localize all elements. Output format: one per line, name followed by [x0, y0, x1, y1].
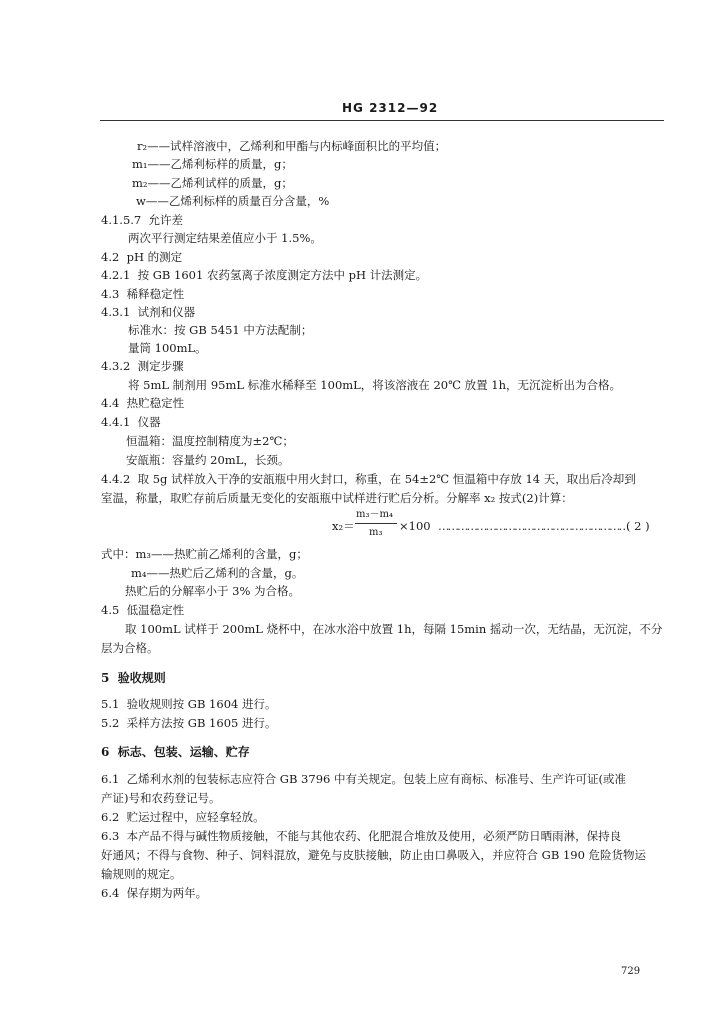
equation-number: ( 2 ): [626, 519, 650, 533]
section-44-heading: [101, 395, 184, 411]
section-45-line2: 层为合格。: [101, 641, 159, 655]
section-63-line1: [101, 828, 621, 844]
section-number: 4.2: [101, 250, 120, 264]
def-m3: m₃——热贮前乙烯利的含量，g；: [135, 547, 308, 561]
list-item: 量筒 100mL。: [128, 341, 207, 355]
section-title: 热贮稳定性: [126, 396, 185, 410]
section-number: 4.4.1: [101, 415, 131, 429]
section-body: 采样方法按 GB 1605 进行。: [126, 716, 277, 730]
section-number: 6.3: [101, 829, 120, 843]
decomposition-note: 热贮后的分解率小于 3% 为合格。: [125, 584, 301, 598]
chapter-title: 标志、包装、运输、贮存: [117, 745, 250, 759]
section-52: [101, 715, 276, 731]
formula-numerator: m₃－m₄: [356, 509, 393, 520]
def-m4: m₄——热贮后乙烯利的含量，g。: [131, 566, 304, 580]
section-title: 稀释稳定性: [126, 287, 185, 301]
chapter-number: 6: [101, 745, 110, 759]
where-intro: 式中：: [101, 547, 136, 561]
chapter-6-heading: [101, 744, 250, 760]
section-61-line2: 产证)号和农药登记号。: [101, 791, 221, 805]
formula-lhs: x₂＝: [332, 519, 355, 533]
where-definitions: [101, 546, 308, 562]
def-w: w——乙烯利标样的质量百分含量，%: [136, 194, 330, 208]
list-item: 安瓿瓶：容量约 20mL，长颈。: [126, 453, 290, 467]
page-number: 729: [621, 966, 641, 977]
section-number: 5.2: [101, 716, 120, 730]
section-45-heading: [101, 602, 184, 618]
section-43-heading: [101, 286, 184, 302]
section-442-line1: [101, 471, 636, 487]
section-432-heading: [101, 358, 184, 374]
section-body: 验收规则按 GB 1604 进行。: [126, 697, 277, 711]
section-63-line2: 好通风；不得与食物、种子、饲料混放，避免与皮肤接触，防止由口鼻吸入，并应符合 GB 190 危险货物运: [101, 848, 647, 862]
section-51: [101, 696, 276, 712]
section-number: 4.1.5.7: [101, 213, 142, 227]
header-rule: [100, 120, 664, 121]
formula-rhs: ×100: [399, 519, 431, 533]
section-title: pH 的测定: [126, 250, 183, 264]
section-431-heading: [101, 304, 195, 320]
chapter-title: 验收规则: [117, 671, 166, 685]
def-m1: m₁——乙烯利标样的质量，g；: [132, 157, 293, 171]
section-432-body: 将 5mL 制剂用 95mL 标准水稀释至 100mL，将该溶液在 20℃ 放置 1h，无沉淀析出为合格。: [128, 378, 621, 392]
section-number: 4.3.1: [101, 305, 131, 319]
section-body: 乙烯利水剂的包装标志应符合 GB 3796 中有关规定。包装上应有商标、标准号、生产许可证(或准: [126, 772, 626, 786]
section-441-heading: [101, 414, 161, 430]
section-number: 6.4: [101, 886, 120, 900]
section-number: 5.1: [101, 697, 120, 711]
chapter-number: 5: [101, 671, 110, 685]
formula-denominator: m₃: [369, 527, 383, 538]
chapter-5-heading: [101, 670, 166, 686]
section-61-line1: [101, 771, 626, 787]
section-number: 4.4.2: [101, 472, 131, 486]
def-r2: r₂——试样溶液中，乙烯利和甲酯与内标峰面积比的平均值；: [137, 139, 447, 153]
section-title: 低温稳定性: [126, 603, 185, 617]
list-item: 恒温箱：温度控制精度为±2℃；: [126, 434, 294, 448]
section-62: [101, 809, 265, 825]
section-number: 4.3.2: [101, 359, 131, 373]
section-number: 4.4: [101, 396, 120, 410]
formula-leader: ……………………………………………………: [438, 519, 628, 533]
list-item: 标准水：按 GB 5451 中方法配制；: [128, 323, 313, 337]
section-64: [101, 885, 207, 901]
section-442-line2: 室温，称量，取贮存前后质量无变化的安瓿瓶中试样进行贮后分析。分解率 x₂ 按式(2)计算：: [101, 491, 573, 505]
section-4157-body: 两次平行测定结果差值应小于 1.5%。: [128, 231, 322, 245]
section-45-line1: 取 100mL 试样于 200mL 烧杯中，在冰水浴中放置 1h，每隔 15min 摇动一次，无结晶，无沉淀，不分: [125, 622, 663, 636]
section-number: 4.3: [101, 287, 120, 301]
section-4157-heading: [101, 212, 183, 228]
section-body: 按 GB 1601 农药氢离子浓度测定方法中 pH 计法测定。: [137, 268, 428, 282]
section-number: 6.1: [101, 772, 120, 786]
section-421: [101, 267, 427, 283]
section-title: 仪器: [137, 415, 161, 429]
section-body: 取 5g 试样放入干净的安瓿瓶中用火封口，称重，在 54±2℃ 恒温箱中存放 14 天，取出后冷却到: [137, 472, 636, 486]
section-body: 本产品不得与碱性物质接触，不能与其他农药、化肥混合堆放及使用，必须严防日晒雨淋，保持良: [126, 829, 622, 843]
section-number: 4.2.1: [101, 268, 131, 282]
fraction-bar: [355, 523, 397, 524]
section-title: 试剂和仪器: [137, 305, 196, 319]
def-m2: m₂——乙烯利试样的质量，g；: [132, 176, 293, 190]
section-body: 贮运过程中，应轻拿轻放。: [126, 810, 265, 824]
section-63-line3: 输规则的规定。: [101, 867, 182, 881]
section-number: 6.2: [101, 810, 120, 824]
section-title: 测定步骤: [137, 359, 184, 373]
section-42-heading: [101, 249, 182, 265]
section-title: 允许差: [148, 213, 184, 227]
section-number: 4.5: [101, 603, 120, 617]
standard-number: HG 2312—92: [342, 101, 439, 115]
section-body: 保存期为两年。: [126, 886, 208, 900]
